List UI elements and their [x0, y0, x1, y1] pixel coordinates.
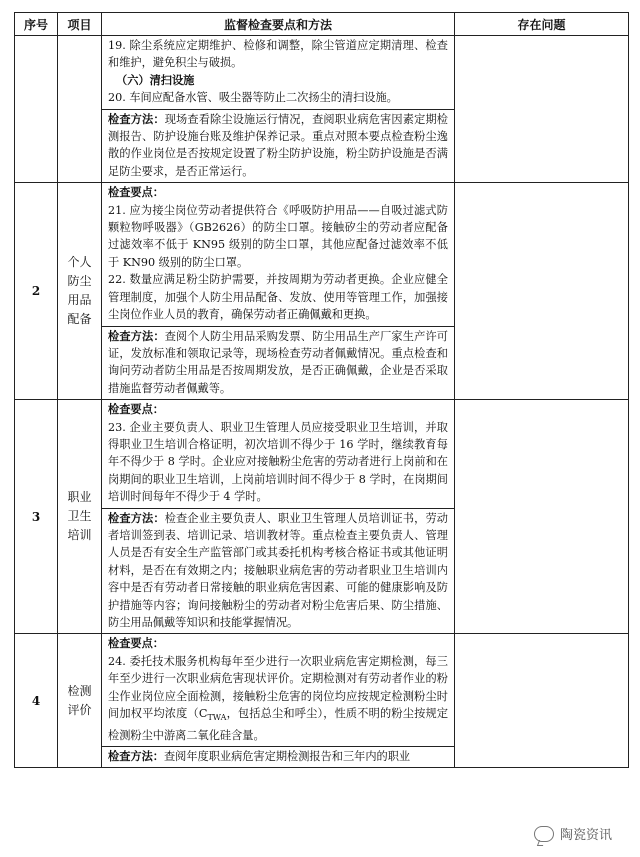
row1-item: [58, 36, 102, 183]
method-label: 检查方法：: [108, 510, 165, 525]
watermark: [534, 824, 612, 843]
row2-issue-cell[interactable]: [455, 183, 629, 400]
row3-main: [102, 400, 455, 634]
table-row: [15, 634, 629, 768]
row3-no: 3: [15, 400, 58, 634]
header-item: 项目: [58, 13, 102, 36]
table-row: [15, 36, 629, 183]
row1-issue-cell[interactable]: [455, 36, 629, 183]
table-row: [15, 400, 629, 634]
point-20: 20. 车间应配备水管、吸尘器等防止二次扬尘的清扫设施。: [108, 91, 398, 105]
method-label: 检查方法：: [108, 328, 165, 343]
row3-issue-cell[interactable]: [455, 400, 629, 634]
row3-item: 职业卫生培训: [58, 400, 102, 634]
header-no: 序号: [15, 13, 58, 36]
row4-points: [102, 634, 454, 746]
twa-subscript: TWA: [207, 713, 227, 723]
points-label: 检查要点：: [108, 636, 164, 651]
row3-method: [102, 508, 454, 634]
section-heading: （六）清扫设施: [116, 72, 195, 87]
row4-method: [102, 746, 454, 767]
row2-points: [102, 183, 454, 325]
method-label: 检查方法：: [108, 111, 165, 126]
point-24-text-b: ，包括总尘和呼尘），性质不明的粉尘按规定检测粉尘中游离二氧化硅含量。: [108, 707, 449, 742]
points-label: 检查要点：: [108, 185, 164, 200]
row4-main: [102, 634, 455, 768]
method-text: 查阅个人防尘用品采购发票、防尘用品生产厂家生产许可证，发放标准和领取记录等，现场检查劳动者佩戴情况。重点检查和询问劳动者防尘用品是否按周期发放，是否正确佩戴，企业是否采取措施监督劳动者佩戴等。: [108, 329, 448, 395]
points-label: 检查要点：: [108, 402, 164, 417]
method-text: 查阅年度职业病危害定期检测报告和三年内的职业: [163, 750, 411, 764]
method-text: 检查企业主要负责人、职业卫生管理人员培训证书，劳动者培训签到表、培训记录、培训教材等。重点检查主要负责人、管理人员是否有安全生产监管部门或其委托机构考核合格证书或其他证明材料，是否在有效期之内；接触职业病危害的劳动者职业卫生培训内容中是否有劳动者日常接触的职业病危害因素、可能的健康影响及防护措施等内容；询问接触粉尘的劳动者对粉尘危害后果、防尘措施、防尘用品佩戴等知识和技能掌握情况。: [108, 511, 448, 629]
table-row: [15, 183, 629, 400]
point-21: 21. 应为接尘岗位劳动者提供符合《呼吸防护用品——自吸过滤式防颗粒物呼吸器》（GB2626）的防尘口罩。接触矽尘的劳动者应配备过滤效率不低于 KN95 级别的防尘口罩，其他应配备过滤效率不低于 KN90 级别的防尘口罩。: [108, 203, 448, 269]
point-24: [108, 653, 448, 744]
row3-points: [102, 400, 454, 507]
row1-no: [15, 36, 58, 183]
row2-method: [102, 326, 454, 400]
wechat-icon: [534, 826, 554, 842]
method-label: 检查方法：: [108, 749, 164, 764]
supervision-table: [14, 12, 629, 768]
header-main: 监督检查要点和方法: [102, 13, 455, 36]
row4-issue-cell[interactable]: [455, 634, 629, 768]
row2-no: 2: [15, 183, 58, 400]
row1-method: [102, 109, 454, 183]
point-23: 23. 企业主要负责人、职业卫生管理人员应接受职业卫生培训，并取得职业卫生培训合格证明，初次培训不得少于 16 学时，继续教育每年不得少于 8 学时。企业应对接触粉尘危害的劳动者进行上岗前和在岗期间的职业卫生培训，上岗前培训时间不得少于 8 学时，在岗期间培训时间每年不得少于 4 学时。: [108, 420, 448, 504]
point-22: 22. 数量应满足粉尘防护需要，并按周期为劳动者更换。企业应健全管理制度，加强个人防尘用品配备、发放、使用等管理工作，加强接尘岗位作业人员的教育，确保劳动者正确佩戴和更换。: [108, 273, 448, 322]
watermark-text: 陶瓷资讯: [559, 828, 612, 843]
row4-no: 4: [15, 634, 58, 768]
row2-main: [102, 183, 455, 400]
point-24-text-a: 24. 委托技术服务机构每年至少进行一次职业病危害定期检测，每三年至少进行一次职业病危害现状评价。定期检测对有劳动者作业的粉尘作业岗位应全面检测，接触粉尘危害的岗位均应按规定检测粉尘时间加权平均浓度（C: [108, 654, 448, 721]
method-text: 现场查看除尘设施运行情况，查阅职业病危害因素定期检测报告、防护设施台账及维护保养记录。重点对照本要点检查粉尘逸散的作业岗位是否按规定设置了粉尘防护设施，粉尘防护设施是否满足防尘要求，是否正常运行。: [108, 112, 448, 178]
row1-points: [102, 36, 454, 109]
row1-main: [102, 36, 455, 183]
row2-item: 个人防尘用品配备: [58, 183, 102, 400]
header-row: [15, 13, 629, 36]
row4-item: 检测评价: [58, 634, 102, 768]
header-issue: 存在问题: [455, 13, 629, 36]
point-19: 19. 除尘系统应定期维护、检修和调整，除尘管道应定期清理、检查和维护，避免积尘与破损。: [108, 39, 448, 70]
